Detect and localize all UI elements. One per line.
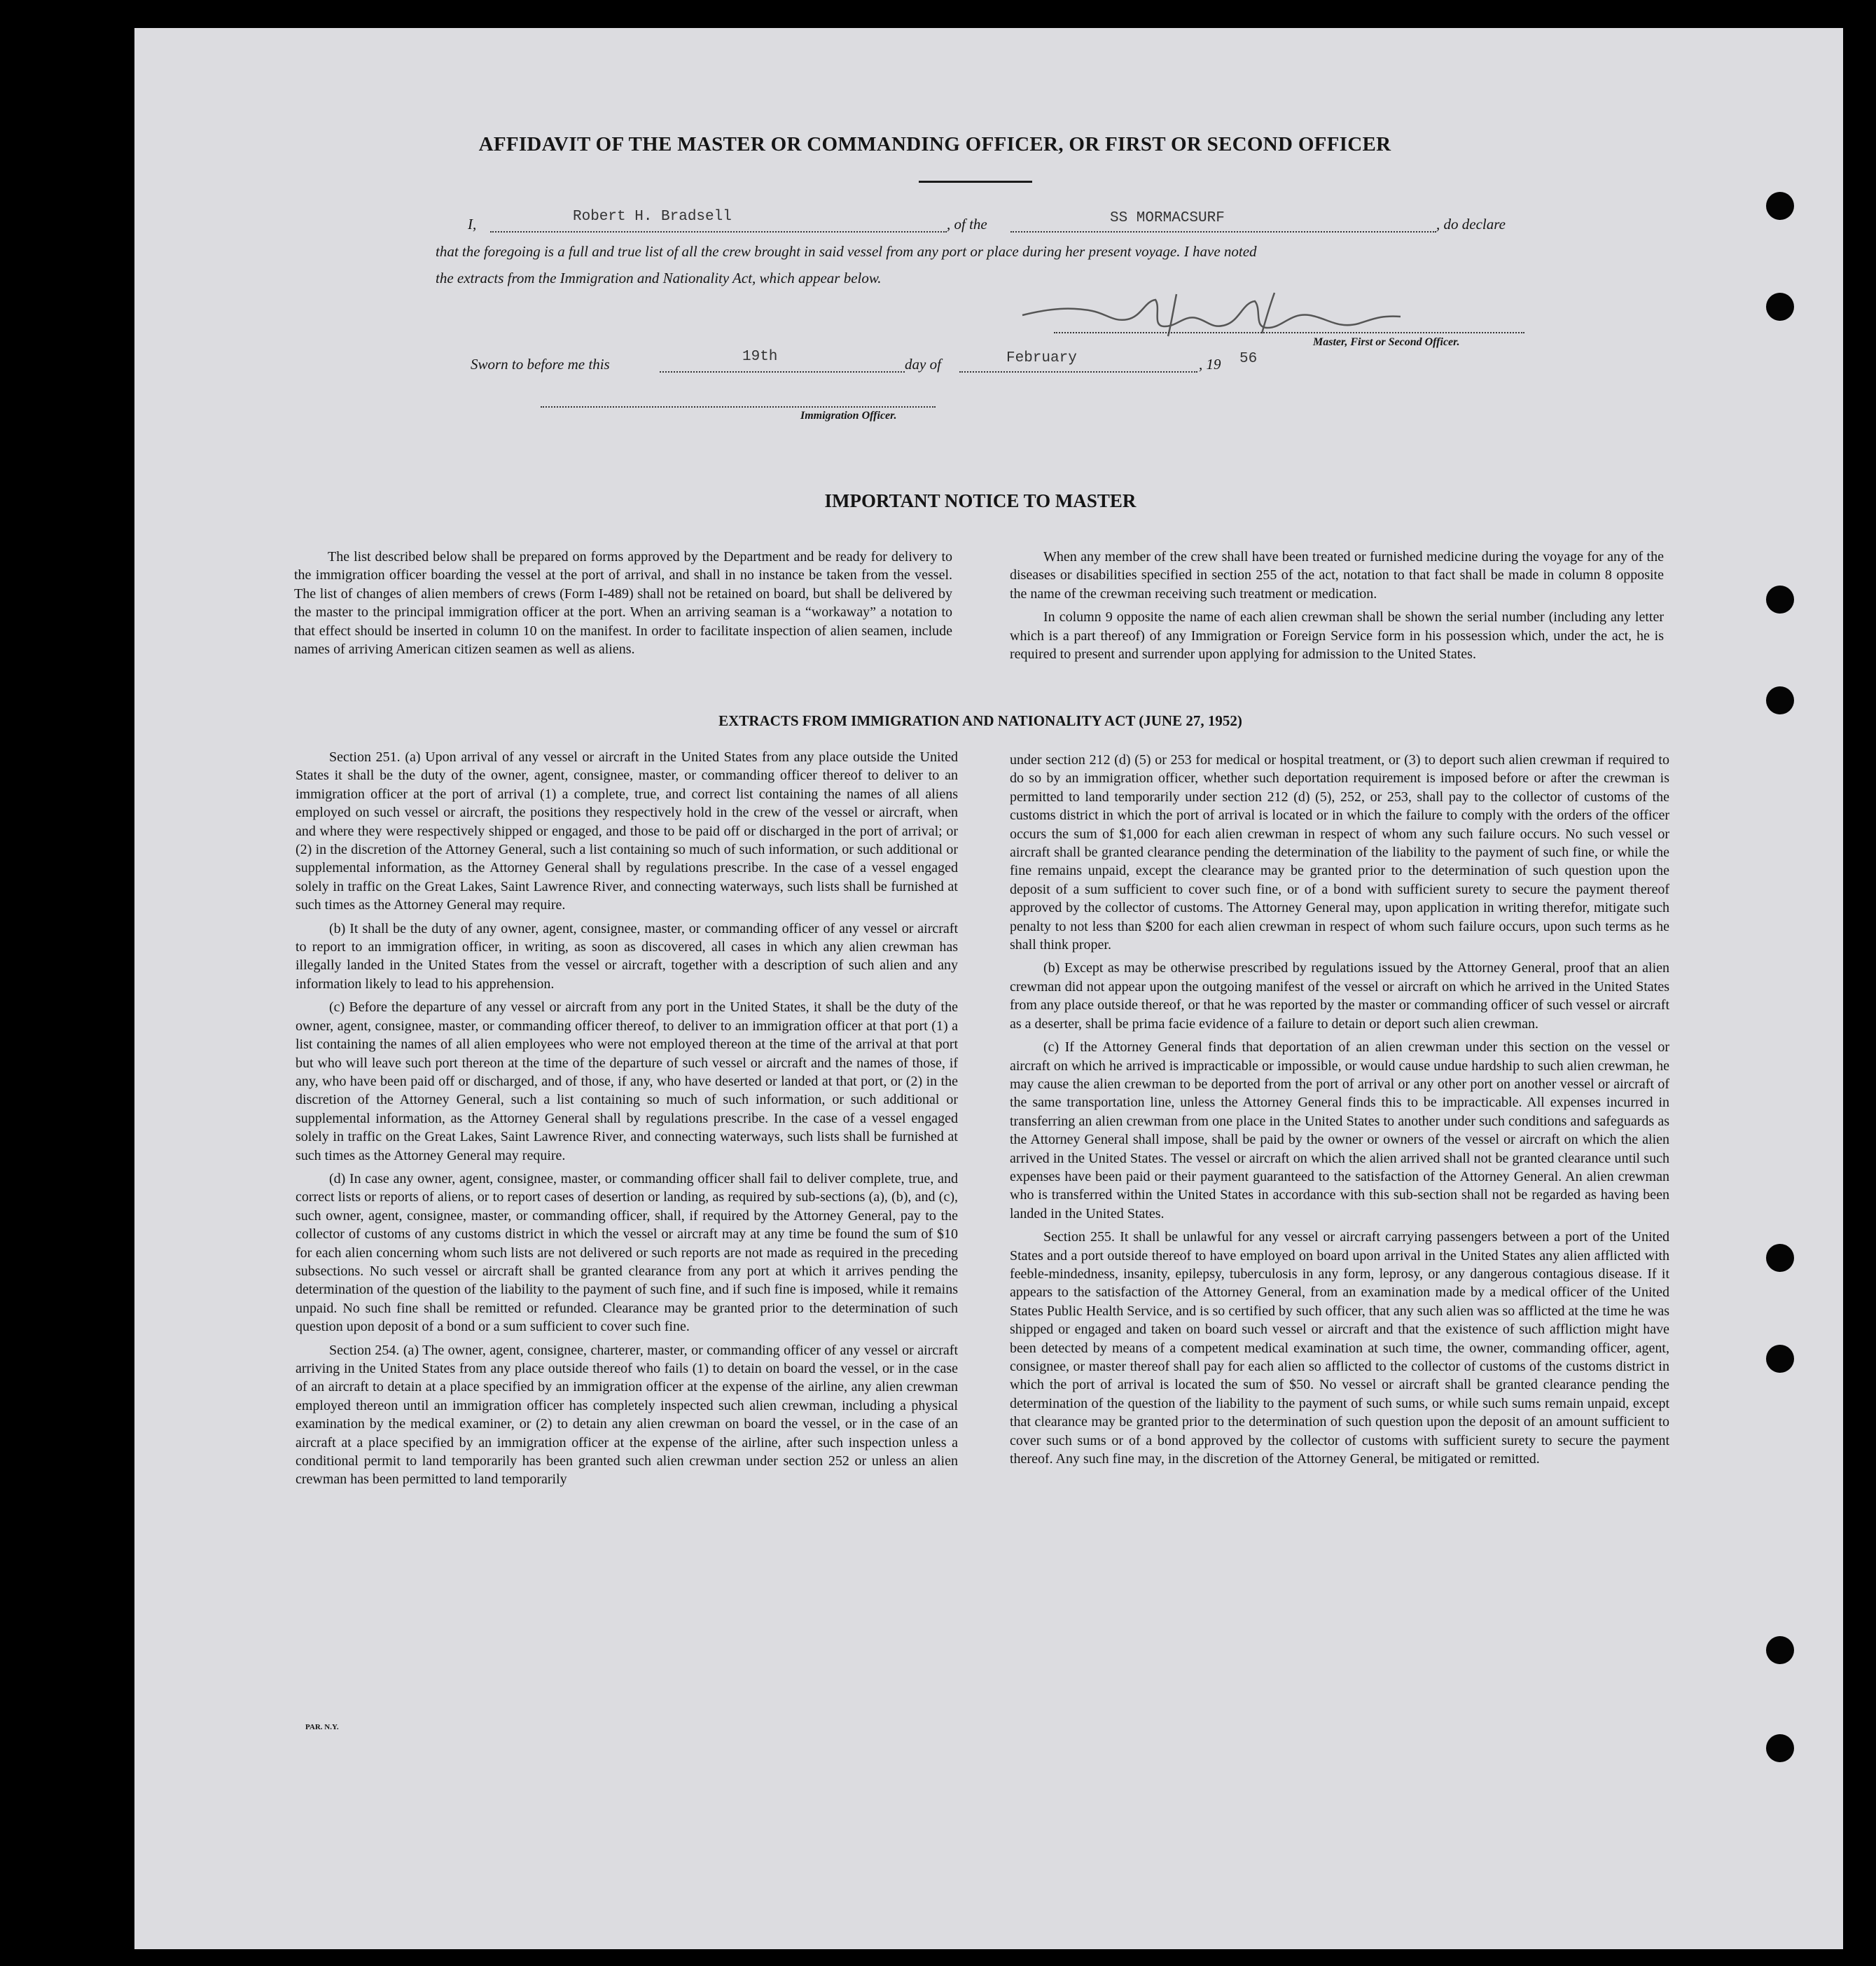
vessel-name-value: SS MORMACSURF — [1110, 210, 1225, 226]
affidavit-title: AFFIDAVIT OF THE MASTER OR COMMANDING OFFICER, OR FIRST OR SECOND OFFICER — [478, 133, 1391, 155]
section-254-a: Section 254. (a) The owner, agent, consignee, charterer, master, or commanding officer of any vessel or aircraft arriving in the United States from any place outside thereof who fails (1) to detain on board the vessel, or in the case of an aircraft to detain at a place specified by an immigration officer at the expense of the airline, any alien crewman employed thereon until an immigration officer has completely inspected such alien crewman, including a physical examination by the medical examiner, or (2) to detain any alien crewman on board the vessel, or in the case of an aircraft at a place specified by an immigration officer at the expense of the airline, after such inspection unless a conditional permit to land temporarily has been granted such alien crewman under section 252 or unless an alien crewman has been permitted to land temporarily — [296, 1342, 958, 1488]
declaration-line-2: the extracts from the Immigration and Nationality Act, which appear below. — [436, 270, 882, 286]
sworn-label: Sworn to before me this — [471, 356, 610, 373]
printer-mark: PAR. N.Y. — [305, 1723, 339, 1731]
punch-hole — [1766, 1636, 1794, 1664]
notice-left-paragraph: The list described below shall be prepared on forms approved by the Department and be ready for delivery to the immigration officer boarding the vessel at the port of arrival, and shall in no instance be taken from the vessel. The list of changes of alien members of crews (Form I-489) shall not be retained on board, but shall be delivered by the master to the principal immigration officer at the port. When an arriving seaman is a “workaway” a notation to that effect should be inserted in column 10 on the manifest. In order to facilitate inspection of alien seamen, include names of arriving American citizen seamen as well as aliens. — [294, 549, 952, 658]
punch-hole — [1766, 586, 1794, 614]
sworn-day-value: 19th — [742, 349, 778, 365]
vessel-name-line — [1010, 231, 1436, 233]
sworn-month-value: February — [1006, 350, 1077, 366]
sworn-year-value: 56 — [1239, 351, 1258, 367]
punch-hole — [1766, 192, 1794, 220]
extracts-title: EXTRACTS FROM IMMIGRATION AND NATIONALITY ACT (JUNE 27, 1952) — [718, 712, 1242, 729]
sworn-day-line — [660, 371, 905, 373]
year-prefix-label: , 19 — [1199, 356, 1221, 373]
master-name-value: Robert H. Bradsell — [573, 209, 732, 225]
punch-hole — [1766, 293, 1794, 321]
notice-right-paragraph-2: In column 9 opposite the name of each alien crewman shall be shown the serial number (including any letter which is a part thereof) of any Immigration or Foreign Service form in his possession which, under the act, he is required to present and surrender upon applying for admission to the United States. — [1010, 609, 1664, 663]
section-251-c: (c) Before the departure of any vessel or aircraft from any port in the United States, it shall be the duty of the owner, agent, consignee, master, or commanding officer thereof, to deliver to an immigration officer at that port (1) a list containing the names of all alien employees who were not employed thereon at the time of the arrival at that port but who will leave such port thereon at the time of the departure of such vessel or aircraft and the names of those, if any, who have been paid off or discharged, and of those, if any, who have deserted or landed at that port, or (2) in the discretion of the Attorney General, such a list containing so much of such information, or such additional or supplemental information, as the Attorney General shall by regulations prescribe. In the case of a vessel engaged solely in traffic on the Great Lakes, Saint Lawrence River, and connecting waterways, such lists shall be furnished at such times as the Attorney General may require. — [296, 999, 958, 1163]
title-divider — [919, 181, 1032, 183]
punch-hole — [1766, 1345, 1794, 1373]
do-declare-label: , do declare — [1436, 216, 1506, 233]
section-251-a: Section 251. (a) Upon arrival of any vessel or aircraft in the United States from any place outside the United States it shall be the duty of the owner, agent, consignee, master, or commanding officer thereof to deliver to an immigration officer at the port of arrival (1) a complete, true, and correct list containing the names of all aliens employed on such vessel or aircraft, the positions they respectively hold in the crew of the vessel or aircraft, when and where they were respectively shipped or engaged, and those to be paid off or discharged in the port of arrival; or (2) in the discretion of the Attorney General, such a list containing so much of such information, or such additional or supplemental information, as the Attorney General shall by regulations prescribe. In the case of a vessel engaged solely in traffic on the Great Lakes, Saint Lawrence River, and connecting waterways, such lists shall be furnished at such times as the Attorney General may require. — [296, 749, 958, 913]
handwritten-signature — [1008, 287, 1457, 343]
declaration-line-1: that the foregoing is a full and true list of all the crew brought in said vessel from any port or place during her present voyage. I have noted — [436, 243, 1257, 260]
officer-signature-line — [541, 406, 936, 408]
notice-right-paragraph-1: When any member of the crew shall have been treated or furnished medicine during the voyage for any of the diseases or disabilities specified in section 255 of the act, notation to that fact shall be made in column 8 opposite the name of the crewman receiving such treatment or medication. — [1010, 549, 1664, 602]
section-254-c: (c) If the Attorney General finds that deportation of an alien crewman under this section on the vessel or aircraft on which he arrived is impracticable or impossible, or would cause undue hardship to such alien crewman, he may cause the alien crewman to be deported from the port of arrival or any other port on another vessel or aircraft of the same transportation line, unless the Attorney General finds this to be impracticable. All expenses incurred in transferring an alien crewman from one place in the United States to another under such conditions and safeguards as the Attorney General shall impose, shall be paid by the owner or owners of the vessel or aircraft on which the alien arrived in the United States. The vessel or aircraft on which the alien arrived shall not be granted clearance until such expenses have been paid or their payment guaranteed to the satisfaction of the Attorney General. An alien crewman who is transferred within the United States in accordance with this sub-section shall not be regarded as having been landed in the United States. — [1010, 1039, 1669, 1221]
extracts-left-column — [296, 748, 958, 1494]
punch-hole — [1766, 1734, 1794, 1762]
day-of-label: day of — [905, 356, 941, 373]
officer-caption: Immigration Officer. — [800, 410, 897, 422]
i-label: I, — [468, 216, 477, 233]
master-name-line — [490, 231, 947, 233]
section-254-a-continued: under section 212 (d) (5) or 253 for medical or hospital treatment, or (3) to deport such alien crewman if required to do so by an immigration officer, whether such deportation requirement is imposed before or after the crewman is permitted to land temporarily under section 212 (d) (5), 252, or 253, shall pay to the collector of customs of the customs district in which the port of arrival is located or in which the failure to comply with the orders of the officer occurs the sum of $1,000 for each alien crewman in respect of whom any such failure occurs. No such vessel or aircraft shall be granted clearance pending the determination of the liability to the payment of such fine, or while the fine remains unpaid, except the clearance may be granted prior to the determination of such question upon the deposit of a sum sufficient to cover such fine, or of a bond with sufficient surety to secure the payment thereof approved by the collector of customs. The Attorney General may, upon application in writing therefor, mitigate such penalty to not less than $200 for each alien crewman in respect of whom such failure occurs, upon such terms as he shall think proper. — [1010, 752, 1669, 953]
punch-hole — [1766, 686, 1794, 714]
of-the-label: , of the — [947, 216, 987, 233]
notice-title: IMPORTANT NOTICE TO MASTER — [824, 490, 1137, 511]
punch-hole — [1766, 1244, 1794, 1272]
section-254-b: (b) Except as may be otherwise prescribed by regulations issued by the Attorney General, proof that an alien crewman did not appear upon the outgoing manifest of the vessel or aircraft on which he arrived in the United States from any place outside thereof, or that he was reported by the master or commanding officer of such vessel or aircraft as a deserter, shall be prima facie evidence of a failure to detain or deport such alien crewman. — [1010, 960, 1669, 1032]
section-251-d: (d) In case any owner, agent, consignee, master, or commanding officer shall fail to deliver complete, true, and correct lists or reports of aliens, or to report cases of desertion or landing, as required by sub-sections (a), (b), and (c), such owner, agent, consignee, master, or commanding officer, shall, if required by the Attorney General, pay to the collector of customs of any customs district in which the vessel or aircraft may at any time be found the sum of $10 for each alien concerning whom such lists are not delivered or such reports are not made as required in the preceding subsections. No such vessel or aircraft shall be granted clearance from any port at which it arrives pending the determination of the question of the liability to the payment of such fine, and if such fine is imposed, while it remains unpaid. No such fine shall be remitted or refunded. Clearance may be granted prior to the determination of such question upon deposit of a bond or a sum sufficient to cover such fine. — [296, 1170, 958, 1335]
notice-left-column — [294, 548, 952, 663]
notice-right-column — [1010, 548, 1664, 668]
signature-line — [1054, 332, 1524, 333]
section-251-b: (b) It shall be the duty of any owner, agent, consignee, master, or commanding officer of any vessel or aircraft to report to an immigration officer, in writing, as soon as discovered, all cases in which any alien crewman has illegally landed in the United States from the vessel or aircraft, together with a description of such alien and any information likely to lead to his apprehension. — [296, 920, 958, 992]
extracts-right-column — [1010, 751, 1669, 1473]
signature-caption: Master, First or Second Officer. — [1313, 336, 1460, 348]
sworn-month-line — [959, 371, 1197, 373]
section-255: Section 255. It shall be unlawful for any vessel or aircraft carrying passengers between a port of the United States and a port outside thereof to have employed on board upon arrival in the United States any alien afflicted with feeble-mindedness, insanity, epilepsy, tuberculosis in any form, leprosy, or any dangerous contagious disease. If it appears to the satisfaction of the Attorney General, from an examination made by a medical officer of the United States Public Health Service, and is so certified by such officer, that any such alien was so afflicted at the time he was shipped or engaged and taken on board such vessel or aircraft and that the existence of such affliction might have been detected by means of a competent medical examination at such time, the owner, commanding officer, agent, consignee, or master thereof shall pay for each alien so afflicted to the collector of customs of the customs district in which the port of arrival is located the sum of $50. No vessel or aircraft shall be granted clearance pending the determination of the question of the liability to the payment of such sums, or while such sums remain unpaid, except that clearance may be granted prior to the determination of such question upon the deposit of an amount sufficient to cover such sums or of a bond approved by the collector of customs with sufficient surety to secure the payment thereof. Any such fine may, in the discretion of the Attorney General, be mitigated or remitted. — [1010, 1229, 1669, 1467]
